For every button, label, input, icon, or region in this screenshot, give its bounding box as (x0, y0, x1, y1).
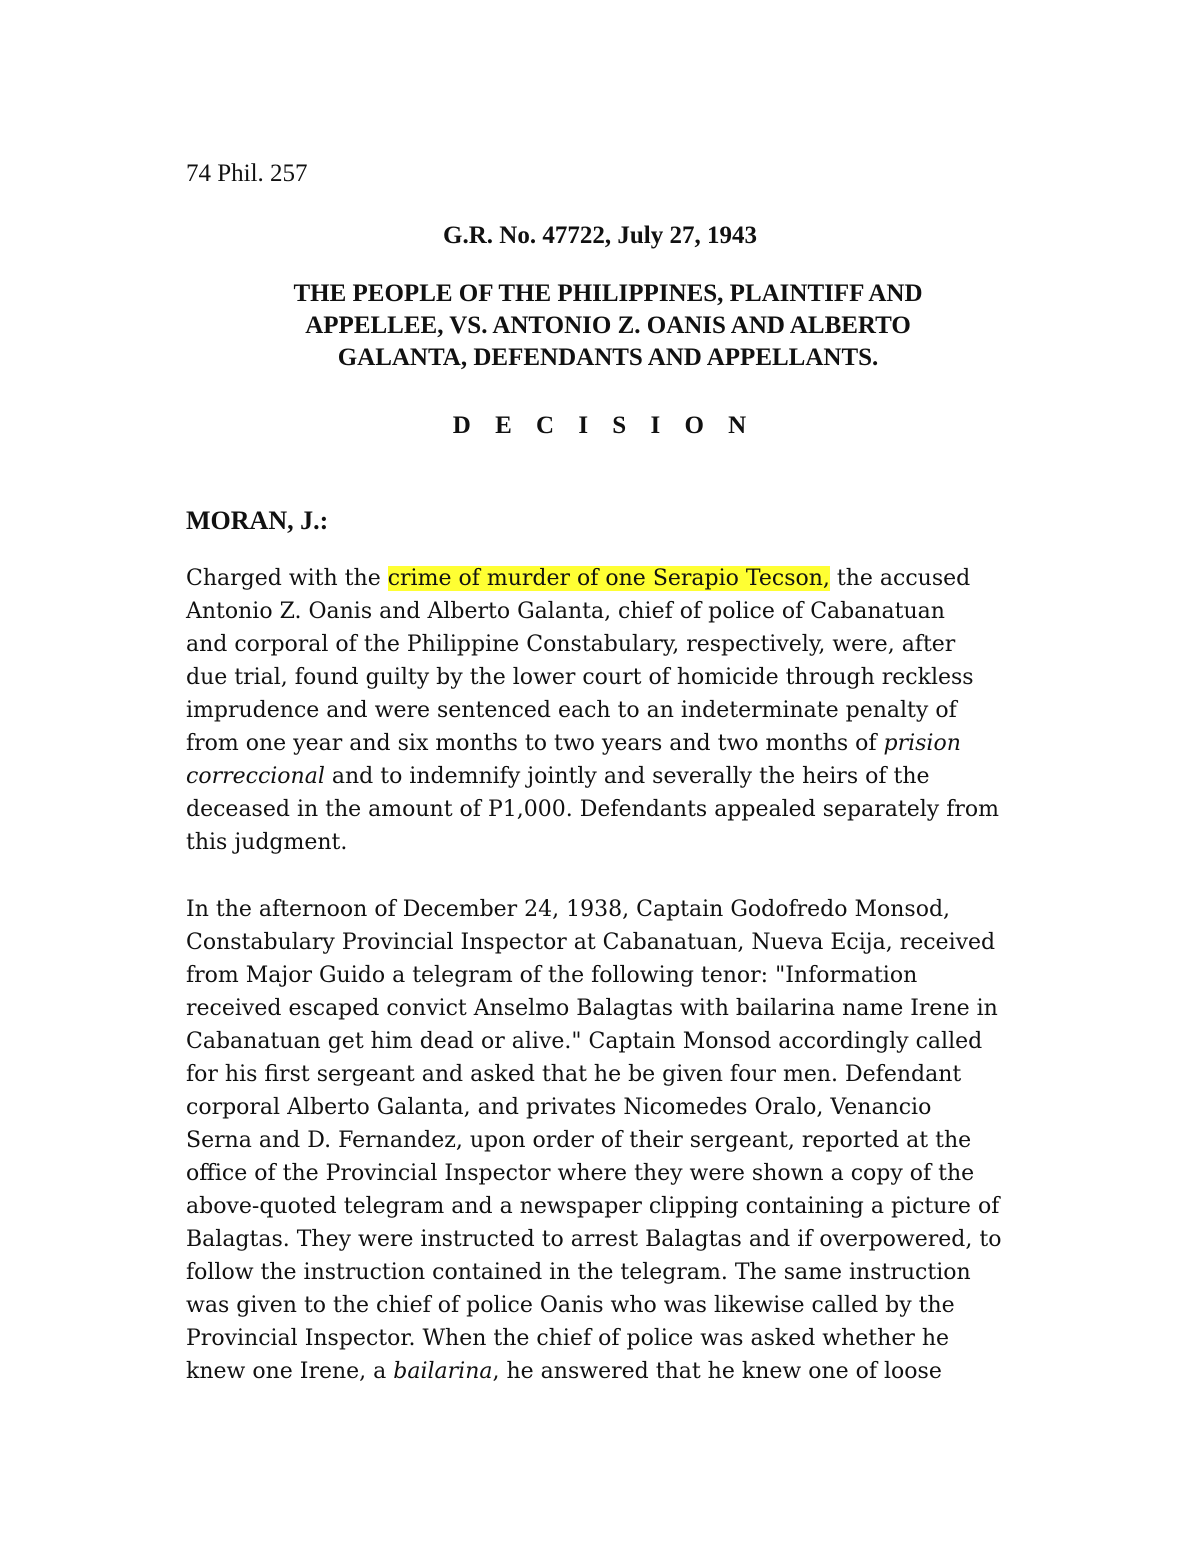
text-line: this judgment. (186, 830, 348, 855)
paragraph-1 (186, 562, 1046, 859)
text-line: for his first sergeant and asked that he be given four men. Defendant (186, 1062, 962, 1087)
highlighted-text: crime of murder of one Serapio Tecson, (387, 566, 830, 591)
text-line: deceased in the amount of P1,000. Defendants appealed separately from (186, 797, 999, 822)
decision-heading: D E C I S I O N (452, 412, 756, 439)
text-line: above-quoted telegram and a newspaper clipping containing a picture of (186, 1194, 1000, 1219)
text-line: imprudence and were sentenced each to an indeterminate penalty of (186, 698, 957, 723)
text-line: corporal Alberto Galanta, and privates Nicomedes Oralo, Venancio (186, 1095, 932, 1120)
italic-term: correccional (186, 764, 325, 789)
italic-term: bailarina (393, 1359, 493, 1384)
text-line: from Major Guido a telegram of the following tenor: "Information (186, 963, 918, 988)
text-line: Antonio Z. Oanis and Alberto Galanta, chief of police of Cabanatuan (186, 599, 945, 624)
ponente: MORAN, J.: (186, 506, 329, 535)
text-line: Balagtas. They were instructed to arrest Balagtas and if overpowered, to (186, 1227, 1002, 1252)
text-line: Provincial Inspector. When the chief of police was asked whether he (186, 1326, 950, 1351)
text-segment: knew one Irene, a (186, 1359, 394, 1384)
text-line (186, 562, 1046, 595)
text-line: was given to the chief of police Oanis who was likewise called by the (186, 1293, 955, 1318)
gr-number: G.R. No. 47722, July 27, 1943 (443, 222, 757, 249)
text-segment: from one year and six months to two years and two months of (186, 731, 884, 756)
text-line: due trial, found guilty by the lower court of homicide through reckless (186, 665, 974, 690)
paragraph-2 (186, 893, 1046, 1388)
case-title-line: APPELLEE, VS. ANTONIO Z. OANIS AND ALBERTO (305, 312, 911, 339)
case-title (200, 278, 1016, 374)
text-line: and corporal of the Philippine Constabulary, respectively, were, after (186, 632, 956, 657)
text-line: office of the Provincial Inspector where they were shown a copy of the (186, 1161, 975, 1186)
text-line: follow the instruction contained in the telegram. The same instruction (186, 1260, 971, 1285)
text-segment: the accused (829, 566, 971, 591)
case-title-line: GALANTA, DEFENDANTS AND APPELLANTS. (337, 344, 879, 371)
text-line: In the afternoon of December 24, 1938, Captain Godofredo Monsod, (186, 897, 951, 922)
text-line: Cabanatuan get him dead or alive." Captain Monsod accordingly called (186, 1029, 983, 1054)
text-line: received escaped convict Anselmo Balagtas with bailarina name Irene in (186, 996, 998, 1021)
text-line: Constabulary Provincial Inspector at Cabanatuan, Nueva Ecija, received (186, 930, 996, 955)
case-title-line: THE PEOPLE OF THE PHILIPPINES, PLAINTIFF AND (293, 280, 923, 307)
text-segment: , he answered that he knew one of loose (492, 1359, 942, 1384)
case-citation: 74 Phil. 257 (186, 160, 308, 187)
text-segment: and to indemnify jointly and severally the heirs of the (324, 764, 930, 789)
text-segment: Charged with the (186, 566, 388, 591)
text-line (186, 760, 1046, 793)
text-line (186, 727, 1046, 760)
text-line: Serna and D. Fernandez, upon order of their sergeant, reported at the (186, 1128, 972, 1153)
italic-term: prision (883, 731, 961, 756)
text-line (186, 1355, 1046, 1388)
